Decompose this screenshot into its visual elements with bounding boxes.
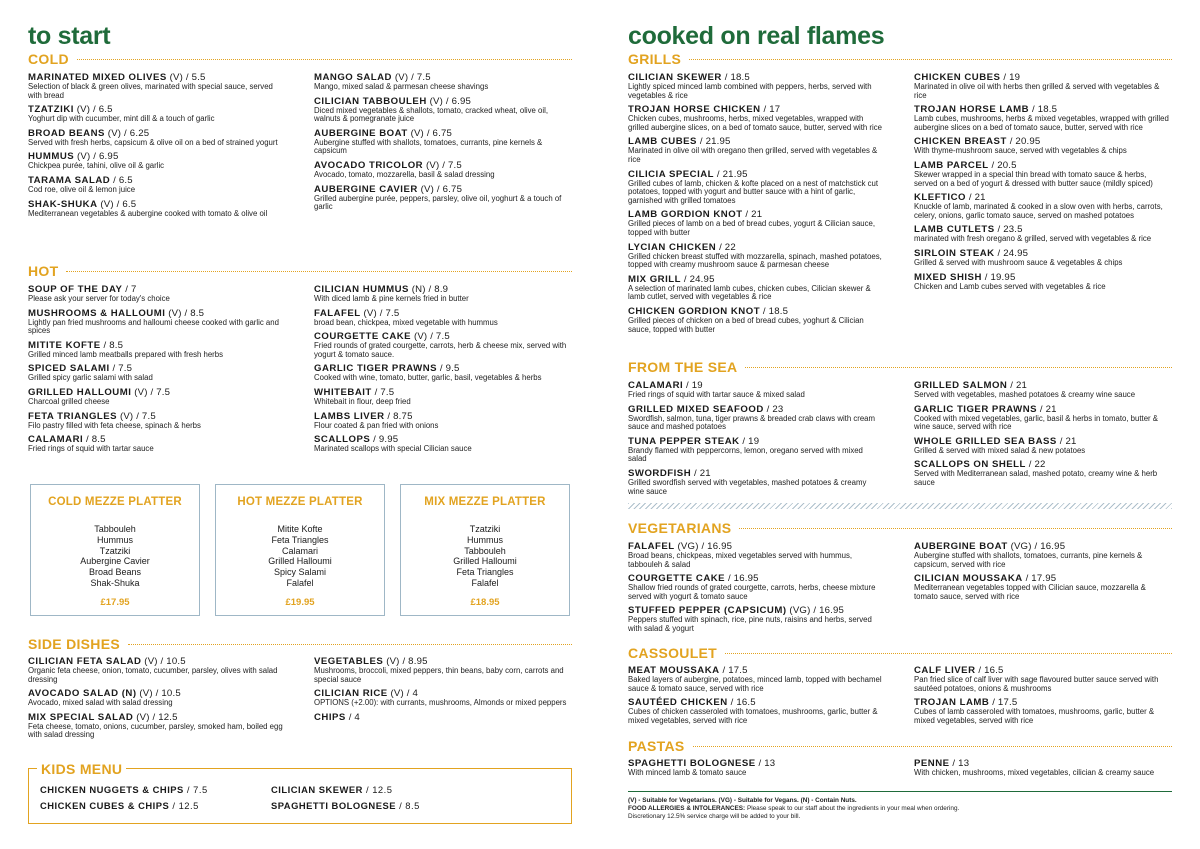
menu-item xyxy=(628,541,898,569)
menu-item-name: MIXED SHISH / 19.95 xyxy=(914,271,1016,283)
menu-item-name: CILICIAN FETA SALAD (V) / 10.5 xyxy=(28,656,186,667)
platter-item: Hummus xyxy=(96,534,133,545)
section-rule xyxy=(745,367,1172,368)
menu-item-description: Baked layers of aubergine, potatoes, minced lamb, topped with bechamel sauce & tomato sauce, served with rice xyxy=(628,675,882,693)
menu-item xyxy=(314,363,572,383)
menu-item-description: Mango, mixed salad & parmesan cheese shavings xyxy=(314,82,489,91)
menu-item-name: LAMBS LIVER / 8.75 xyxy=(314,410,413,422)
section-rule xyxy=(693,746,1172,747)
menu-item-description: Served with fresh herbs, capsicum & olive oil on a bed of strained yogurt xyxy=(28,137,278,147)
menu-item-description: Whitebait in flour, deep fried xyxy=(314,396,411,406)
grills-col-2 xyxy=(914,72,1176,295)
menu-item-name: WHOLE GRILLED SEA BASS / 21 xyxy=(914,435,1077,447)
platter-title: MIX MEZZE PLATTER xyxy=(424,496,546,508)
menu-item xyxy=(914,436,1176,456)
menu-item-name: LAMB CUBES / 21.95 xyxy=(628,136,731,148)
menu-item xyxy=(628,697,898,725)
menu-item-name: SPAGHETTI BOLOGNESE / 13 xyxy=(628,758,776,769)
menu-item-description: Peppers stuffed with spinach, rice, pine nuts, raisins and herbs, served with salad & yogurt xyxy=(628,615,872,633)
menu-item xyxy=(314,411,572,431)
menu-item xyxy=(314,712,572,723)
section-rule xyxy=(689,59,1172,60)
menu-item xyxy=(28,199,298,219)
menu-item-name: TARAMA SALAD / 6.5 xyxy=(28,174,133,186)
section-vegetarians xyxy=(628,520,1172,536)
footer-service-charge: Discretionary 12.5% service charge will be added to your bill. xyxy=(628,813,801,820)
menu-item-name: CILICIAN RICE (V) / 4 xyxy=(314,688,419,700)
menu-item-description: Lamb cubes, mushrooms, herbs & mixed vegetables, wrapped with grilled aubergine slices on a bed of tomato sauce, butter, served with rice xyxy=(914,114,1169,132)
menu-item xyxy=(914,104,1176,132)
menu-item-name: FETA TRIANGLES (V) / 7.5 xyxy=(28,410,156,422)
menu-item-description: Charcoal grilled cheese xyxy=(28,396,110,406)
menu-item-name: CILICIAN TABBOULEH (V) / 6.95 xyxy=(314,95,472,107)
menu-item-name: CILICIA SPECIAL / 21.95 xyxy=(628,168,748,180)
menu-item-name: AUBERGINE BOAT (VG) / 16.95 xyxy=(914,541,1066,552)
section-rule xyxy=(739,528,1172,529)
platter-item: Tzatziki xyxy=(469,524,501,534)
section-pastas xyxy=(628,738,1172,754)
menu-item-name: TROJAN HORSE CHICKEN / 17 xyxy=(628,104,781,116)
menu-item-description: Grilled cubes of lamb, chicken & kofte placed on a nest of matchstick cut potatoes, topped with yogurt and butter sauce with a hint of garlic, garnished with grilled tomatoes xyxy=(628,178,879,205)
section-label: FROM THE SEA xyxy=(628,359,738,375)
menu-item xyxy=(914,192,1176,220)
section-label: PASTAS xyxy=(628,738,685,754)
menu-item-description: Marinated in olive oil with herbs then grilled & served with vegetables & rice xyxy=(914,82,1160,100)
footer-dietary-key: (V) - Suitable for Vegetarians. (VG) - Suitable for Vegans. (N) - Contain Nuts. xyxy=(628,797,857,804)
menu-item-name: CILICIAN HUMMUS (N) / 8.9 xyxy=(314,284,449,295)
menu-item-description: Mediterranean vegetables topped with Cilician sauce, mozzarella & tomato sauce, served with rice xyxy=(914,583,1146,601)
menu-item-name: GARLIC TIGER PRAWNS / 21 xyxy=(914,403,1057,415)
menu-item-description: Fried rings of squid with tartar sauce xyxy=(28,444,154,454)
platter-item: Grilled Halloumi xyxy=(268,556,332,567)
platter-item: Grilled Halloumi xyxy=(453,556,517,567)
platter-title: HOT MEZZE PLATTER xyxy=(237,496,363,508)
menu-item xyxy=(914,72,1176,100)
menu-item-name: COURGETTE CAKE (V) / 7.5 xyxy=(314,331,450,343)
sea-col-1 xyxy=(628,380,898,500)
menu-item xyxy=(628,169,898,206)
menu-item-name: GRILLED SALMON / 21 xyxy=(914,380,1028,391)
pastas-col-1 xyxy=(628,758,898,782)
menu-item-description: Grilled aubergine purée, peppers, parsley, olive oil, yoghurt & a touch of garlic xyxy=(314,193,562,212)
menu-item xyxy=(628,436,898,464)
menu-item-description: Grilled & served with mushroom sauce & vegetables & chips xyxy=(914,257,1123,267)
menu-item-description: A selection of marinated lamb cubes, chicken cubes, Cilician skewer & lamb cutlet, served with vegetables & rice xyxy=(628,283,871,302)
platter-cold-mezze xyxy=(30,484,200,616)
menu-item xyxy=(914,665,1176,693)
platter-item: Tzatziki xyxy=(99,545,131,556)
menu-item-description: With diced lamb & pine kernels fried in butter xyxy=(314,294,469,303)
footer-rule xyxy=(628,791,1172,792)
menu-item-description: Mushrooms, broccoli, mixed peppers, thin beans, baby corn, carrots and special sauce xyxy=(314,666,564,684)
menu-item xyxy=(28,175,298,195)
menu-item-description: Chicken cubes, mushrooms, herbs, mixed vegetables, wrapped with grilled aubergine slices, on a bed of tomato sauce, butter, served with rice xyxy=(628,114,882,132)
menu-item xyxy=(914,697,1176,725)
menu-item xyxy=(914,541,1176,569)
menu-item-description: Cod roe, olive oil & lemon juice xyxy=(28,184,136,194)
menu-item xyxy=(628,380,898,400)
menu-item xyxy=(914,758,1176,778)
menu-item xyxy=(314,96,572,124)
sides-col-1 xyxy=(28,656,298,744)
menu-item-name: GARLIC TIGER PRAWNS / 9.5 xyxy=(314,363,460,375)
kids-menu-title: KIDS MENU xyxy=(37,761,126,777)
menu-item-name: MIX GRILL / 24.95 xyxy=(628,273,715,285)
menu-item xyxy=(628,242,898,270)
kids-item: CHICKEN NUGGETS & CHIPS / 7.5 xyxy=(40,784,208,795)
menu-item-description: Organic feta cheese, onion, tomato, cucumber, parsley, olives with salad dressing xyxy=(28,666,278,684)
menu-item xyxy=(914,248,1176,268)
menu-item xyxy=(914,224,1176,244)
hot-col-1 xyxy=(28,284,298,458)
menu-item xyxy=(314,160,572,180)
menu-item-name: SIRLOIN STEAK / 24.95 xyxy=(914,247,1029,259)
section-label: SIDE DISHES xyxy=(28,636,120,652)
section-rule xyxy=(725,653,1172,654)
menu-item xyxy=(628,665,898,693)
menu-item xyxy=(28,308,298,336)
menu-item xyxy=(628,104,898,132)
menu-item-name: BROAD BEANS (V) / 6.25 xyxy=(28,127,150,139)
menu-item-name: CALAMARI / 19 xyxy=(628,380,703,391)
section-label: GRILLS xyxy=(628,51,682,67)
section-label: COLD xyxy=(28,51,69,67)
menu-item-description: Selection of black & green olives, marinated with special sauce, served with bread xyxy=(28,82,273,100)
section-cold xyxy=(28,51,572,67)
platter-item: Calamari xyxy=(281,545,318,556)
menu-item-description: Broad beans, chickpeas, mixed vegetables served with hummus, tabbouleh & salad xyxy=(628,551,853,569)
menu-item-description: Swordfish, salmon, tuna, tiger prawns & breaded crab claws with cream sauce and mashed potatoes xyxy=(628,413,876,432)
menu-item xyxy=(28,284,298,304)
menu-item-name: MITITE KOFTE / 8.5 xyxy=(28,339,124,351)
menu-item-description: Aubergine stuffed with shallots, tomatoes, currants, pine kernels & capsicum xyxy=(314,137,543,156)
menu-item-name: LAMB PARCEL / 20.5 xyxy=(914,159,1017,171)
menu-item-name: CHICKEN CUBES / 19 xyxy=(914,72,1021,83)
cold-col-2 xyxy=(314,72,572,216)
menu-item-description: Aubergine stuffed with shallots, tomatoes, currants, pine kernels & capsicum, served with rice xyxy=(914,551,1143,569)
menu-item xyxy=(28,340,298,360)
menu-item-description: Grilled spicy garlic salami with salad xyxy=(28,373,153,383)
menu-item xyxy=(628,274,898,302)
wavy-divider xyxy=(628,503,1172,509)
menu-item-description: Grilled chicken breast stuffed with mozzarella, spinach, mashed potatoes, topped with creamy mushroom sauce & parmesan cheese xyxy=(628,251,882,270)
menu-item-name: SHAK-SHUKA (V) / 6.5 xyxy=(28,198,137,210)
menu-item-description: Served with Mediterranean salad, mashed potato, creamy wine & herb sauce xyxy=(914,469,1158,487)
menu-item-description: Fried rings of squid with tartar sauce & mixed salad xyxy=(628,390,805,399)
menu-item-name: FALAFEL (V) / 7.5 xyxy=(314,307,400,319)
section-from-the-sea xyxy=(628,359,1172,375)
menu-item xyxy=(28,104,298,124)
menu-item-description: Grilled pieces of lamb on a bed of bread cubes, yogurt & Cilician sauce, topped with butter xyxy=(628,219,876,237)
menu-item-description: Grilled swordfish served with vegetables, mashed potatoes & creamy wine sauce xyxy=(628,477,867,496)
menu-item-name: CHIPS / 4 xyxy=(314,711,360,723)
footer-notes xyxy=(628,797,1188,821)
pastas-col-2 xyxy=(914,758,1176,782)
section-hot xyxy=(28,263,572,279)
menu-item-description: broad bean, chickpea, mixed vegetable with hummus xyxy=(314,317,498,327)
veg-col-2 xyxy=(914,541,1176,605)
menu-item-name: MIX SPECIAL SALAD (V) / 12.5 xyxy=(28,711,178,723)
kids-item: SPAGHETTI BOLOGNESE / 8.5 xyxy=(271,800,420,811)
menu-item xyxy=(314,72,572,92)
page-title-cooked-on-real-flames: cooked on real flames xyxy=(628,22,885,50)
platter-item: Mitite Kofte xyxy=(277,524,323,534)
page-title-to-start: to start xyxy=(28,22,111,50)
menu-item xyxy=(28,434,298,454)
menu-item-description: Avocado, mixed salad with salad dressing xyxy=(28,698,173,708)
menu-item xyxy=(628,72,898,100)
menu-item-name: HUMMUS (V) / 6.95 xyxy=(28,151,119,163)
menu-item-description: Lightly pan fried mushrooms and halloumi cheese cooked with garlic and spices xyxy=(28,317,279,336)
menu-item-name: SCALLOPS ON SHELL / 22 xyxy=(914,459,1046,471)
menu-item-description: Chickpea purée, tahini, olive oil & garlic xyxy=(28,161,165,171)
menu-item xyxy=(914,380,1176,400)
menu-item xyxy=(628,404,898,432)
menu-item-name: SAUTÉED CHICKEN / 16.5 xyxy=(628,697,756,709)
menu-item xyxy=(28,712,298,740)
menu-item-name: VEGETABLES (V) / 8.95 xyxy=(314,656,428,667)
menu-item-name: MANGO SALAD (V) / 7.5 xyxy=(314,72,431,83)
menu-item-name: WHITEBAIT / 7.5 xyxy=(314,386,395,398)
hot-col-2 xyxy=(314,284,572,458)
menu-item-name: MARINATED MIXED OLIVES (V) / 5.5 xyxy=(28,72,206,83)
menu-item-name: STUFFED PEPPER (CAPSICUM) (VG) / 16.95 xyxy=(628,605,845,617)
menu-item-description: Cooked with mixed vegetables, garlic, basil & herbs in tomato, butter & wine sauce, served with rice xyxy=(914,413,1158,432)
menu-item xyxy=(314,656,572,684)
kids-menu-box xyxy=(28,761,572,824)
menu-item-description: Skewer wrapped in a special thin bread with tomato sauce & herbs, served on a bed of yogurt & dressed with butter sauce (mildly spiced) xyxy=(914,169,1153,188)
menu-item xyxy=(628,306,898,334)
platter-item: Aubergine Cavier xyxy=(80,556,150,567)
menu-item xyxy=(914,136,1176,156)
menu-item xyxy=(628,209,898,237)
menu-item-name: FALAFEL (VG) / 16.95 xyxy=(628,541,733,552)
sea-col-2 xyxy=(914,380,1176,492)
menu-item-description: OPTIONS (+2.00): with currants, mushrooms, Almonds or mixed peppers xyxy=(314,698,567,708)
menu-item-description: Flour coated & pan fried with onions xyxy=(314,420,439,430)
menu-item-name: AUBERGINE BOAT (V) / 6.75 xyxy=(314,127,453,139)
menu-item xyxy=(314,434,572,454)
platter-item: Feta Triangles xyxy=(271,534,329,545)
platter-price: £17.95 xyxy=(100,596,130,608)
platter-hot-mezze xyxy=(215,484,385,616)
menu-item-name: CHICKEN GORDION KNOT / 18.5 xyxy=(628,305,789,317)
menu-item-description: Avocado, tomato, mozzarella, basil & salad dressing xyxy=(314,169,495,179)
section-rule xyxy=(128,644,572,645)
section-cassoulet xyxy=(628,645,1172,661)
menu-item-description: Cooked with wine, tomato, butter, garlic, basil, vegetables & herbs xyxy=(314,373,542,383)
menu-item xyxy=(914,272,1176,292)
menu-item-name: SCALLOPS / 9.95 xyxy=(314,434,399,446)
menu-item-name: AUBERGINE CAVIER (V) / 6.75 xyxy=(314,183,463,195)
platter-item: Hummus xyxy=(466,534,503,545)
menu-item-description: Shallow fried rounds of grated courgette, carrots, herbs, cheese mixture served with yogurt & tomato sauce xyxy=(628,583,876,601)
menu-item-description: Please ask your server for today's choice xyxy=(28,294,170,303)
menu-item-name: TROJAN LAMB / 17.5 xyxy=(914,697,1018,709)
platter-price: £19.95 xyxy=(285,596,315,608)
menu-item-name: LAMB GORDION KNOT / 21 xyxy=(628,209,763,221)
menu-item-name: AVOCADO TRICOLOR (V) / 7.5 xyxy=(314,159,462,171)
platter-item: Shak-Shuka xyxy=(90,577,140,588)
menu-item-description: Marinated in olive oil with oregano then grilled, served with vegetables & rice xyxy=(628,146,878,164)
menu-item xyxy=(28,656,298,684)
platter-item: Falafel xyxy=(471,577,499,588)
menu-item xyxy=(914,160,1176,188)
menu-item-name: TZATZIKI (V) / 6.5 xyxy=(28,104,113,116)
cold-col-1 xyxy=(28,72,298,222)
menu-item-description: Grilled & served with mixed salad & new potatoes xyxy=(914,445,1086,455)
platter-title: COLD MEZZE PLATTER xyxy=(48,496,182,508)
menu-item xyxy=(314,308,572,328)
menu-item-name: SPICED SALAMI / 7.5 xyxy=(28,363,133,375)
menu-item xyxy=(628,468,898,496)
menu-item-description: With chicken, mushrooms, mixed vegetables, cilician & creamy sauce xyxy=(914,768,1155,777)
menu-item-name: KLEFTICO / 21 xyxy=(914,192,986,204)
menu-item xyxy=(28,688,298,708)
menu-item xyxy=(628,758,898,778)
sides-col-2 xyxy=(314,656,572,727)
menu-item-description: Cubes of chicken casseroled with tomatoes, mushrooms, garlic, butter & mixed vegetables, served with rice xyxy=(628,707,878,725)
menu-item-description: Fried rounds of grated courgette, carrots, herb & cheese mix, served with yogurt & tomato sauce. xyxy=(314,341,567,359)
menu-item-description: Brandy flamed with peppercorns, lemon, oregano served with mixed salad xyxy=(628,445,863,464)
menu-item xyxy=(28,387,298,407)
menu-item xyxy=(314,184,572,212)
section-label: HOT xyxy=(28,263,59,279)
footer-allergies: FOOD ALLERGIES & INTOLERANCES: Please speak to our staff about the ingredients in your meal when ordering. xyxy=(628,805,960,812)
platter-item: Tabbouleh xyxy=(94,524,136,534)
menu-item-name: GRILLED HALLOUMI (V) / 7.5 xyxy=(28,386,171,398)
menu-item xyxy=(314,128,572,156)
platter-item: Broad Beans xyxy=(88,567,142,578)
menu-item-description: Chicken and Lamb cubes served with vegetables & rice xyxy=(914,281,1106,291)
menu-item-description: Cubes of lamb casseroled with tomatoes, mushrooms, garlic, butter & mixed vegetables, served with rice xyxy=(914,707,1155,725)
menu-item-description: Marinated scallops with special Cilician sauce xyxy=(314,444,472,454)
menu-item xyxy=(28,72,298,100)
menu-item xyxy=(314,387,572,407)
kids-item: CILICIAN SKEWER / 12.5 xyxy=(271,784,393,795)
menu-item xyxy=(28,128,298,148)
menu-item-name: COURGETTE CAKE / 16.95 xyxy=(628,573,759,585)
menu-item-name: MUSHROOMS & HALLOUMI (V) / 8.5 xyxy=(28,307,205,319)
menu-item-name: TUNA PEPPER STEAK / 19 xyxy=(628,435,760,447)
cassoulet-col-2 xyxy=(914,665,1176,729)
menu-item xyxy=(28,411,298,431)
section-rule xyxy=(77,59,572,60)
menu-item-name: CILICIAN MOUSSAKA / 17.95 xyxy=(914,573,1057,585)
platter-mix-mezze xyxy=(400,484,570,616)
menu-item-description: Mediterranean vegetables & aubergine cooked with tomato & olive oil xyxy=(28,208,268,218)
menu-item-name: MEAT MOUSSAKA / 17.5 xyxy=(628,665,748,676)
veg-col-1 xyxy=(628,541,898,638)
menu-item-name: AVOCADO SALAD (N) (V) / 10.5 xyxy=(28,688,181,700)
menu-item xyxy=(628,573,898,601)
menu-item-name: GRILLED MIXED SEAFOOD / 23 xyxy=(628,403,784,415)
grills-col-1 xyxy=(628,72,898,338)
menu-item-name: LYCIAN CHICKEN / 22 xyxy=(628,241,736,253)
menu-item xyxy=(628,136,898,164)
menu-item xyxy=(314,331,572,359)
menu-item-name: CALF LIVER / 16.5 xyxy=(914,665,1004,676)
section-label: CASSOULET xyxy=(628,645,718,661)
menu-item-name: CHICKEN BREAST / 20.95 xyxy=(914,136,1041,148)
menu-item-name: SOUP OF THE DAY / 7 xyxy=(28,284,137,295)
menu-item-name: PENNE / 13 xyxy=(914,758,970,769)
platter-item: Spicy Salami xyxy=(273,567,327,578)
menu-item xyxy=(914,459,1176,487)
menu-item-description: Knuckle of lamb, marinated & cooked in a slow oven with herbs, carrots, celery, onions, garlic tomato sauce, served on mashed potatoes xyxy=(914,202,1163,220)
platter-item: Falafel xyxy=(286,577,314,588)
menu-item-description: Yoghurt dip with cucumber, mint dill & a touch of garlic xyxy=(28,114,215,124)
menu-item-name: LAMB CUTLETS / 23.5 xyxy=(914,224,1023,236)
section-rule xyxy=(66,271,572,272)
menu-item-description: marinated with fresh oregano & grilled, served with vegetables & rice xyxy=(914,234,1152,244)
platter-item: Tabbouleh xyxy=(464,545,506,556)
menu-item xyxy=(914,404,1176,432)
menu-item-description: Filo pastry filled with feta cheese, spinach & herbs xyxy=(28,420,201,430)
menu-item-description: With minced lamb & tomato sauce xyxy=(628,768,747,777)
menu-item xyxy=(628,605,898,633)
menu-item-description: Served with vegetables, mashed potatoes & creamy wine sauce xyxy=(914,390,1136,399)
menu-item xyxy=(314,688,572,708)
menu-item xyxy=(28,151,298,171)
kids-item: CHICKEN CUBES & CHIPS / 12.5 xyxy=(40,800,199,811)
menu-item-description: Grilled minced lamb meatballs prepared with fresh herbs xyxy=(28,349,224,359)
cassoulet-col-1 xyxy=(628,665,898,729)
menu-item xyxy=(914,573,1176,601)
menu-item-name: SWORDFISH / 21 xyxy=(628,467,711,479)
menu-item-description: Feta cheese, tomato, onions, cucumber, parsley, smoked ham, boiled egg with salad dressing xyxy=(28,721,283,740)
platter-item: Feta Triangles xyxy=(456,567,514,578)
menu-item-description: Lightly spiced minced lamb combined with peppers, herbs, served with vegetables & rice xyxy=(628,82,872,100)
menu-item-name: CILICIAN SKEWER / 18.5 xyxy=(628,72,750,83)
right-page xyxy=(600,0,1200,849)
menu-item-description: Diced mixed vegetables & shallots, tomato, cracked wheat, olive oil, walnuts & pomegranate juice xyxy=(314,105,549,124)
menu-item-name: TROJAN HORSE LAMB / 18.5 xyxy=(914,104,1058,116)
platter-price: £18.95 xyxy=(470,596,500,608)
menu-item-description: Pan fried slice of calf liver with sage flavoured butter sauce served with sautéed potatoes, onions & mushrooms xyxy=(914,675,1159,693)
menu-item-name: CALAMARI / 8.5 xyxy=(28,434,106,446)
menu-item-description: Grilled pieces of chicken on a bed of bread cubes, yoghurt & Cilician sauce, topped with butter xyxy=(628,315,864,334)
menu-item xyxy=(314,284,572,304)
section-side-dishes xyxy=(28,636,572,652)
section-label: VEGETARIANS xyxy=(628,520,732,536)
menu-item xyxy=(28,363,298,383)
menu-item-description: With thyme-mushroom sauce, served with vegetables & chips xyxy=(914,146,1127,156)
section-grills xyxy=(628,51,1172,67)
